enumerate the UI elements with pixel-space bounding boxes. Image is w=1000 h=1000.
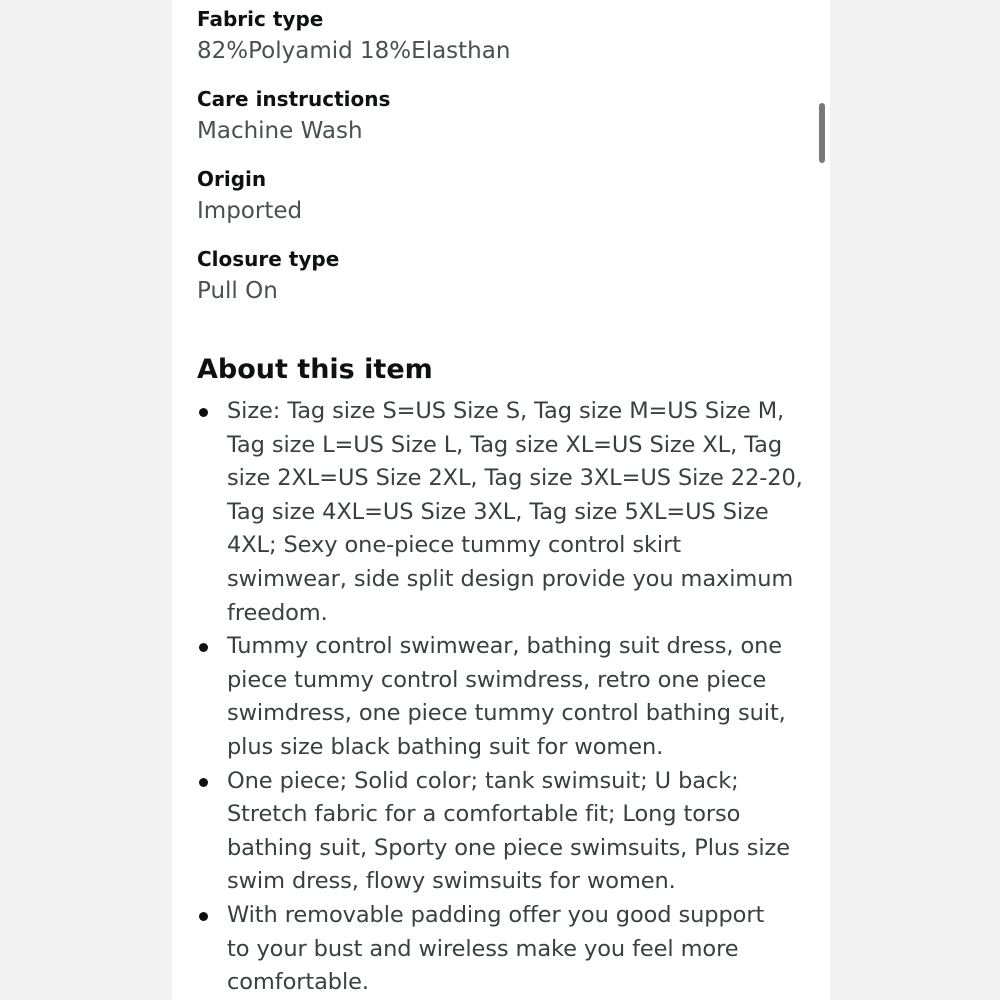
- bullet-line: Size: Tag size S=US Size S, Tag size M=US Size M,: [227, 398, 785, 424]
- bullet-line: to your bust and wireless make you feel more: [227, 935, 739, 962]
- bullet-line: swim dress, flowy swimsuits for women.: [227, 868, 676, 895]
- bullet-line: Tag size 4XL=US Size 3XL, Tag size 5XL=US Size: [227, 498, 769, 525]
- detail-value: Machine Wash: [197, 118, 363, 144]
- detail-label: Closure type: [197, 247, 340, 271]
- detail-value: 82%Polyamid 18%Elasthan: [197, 38, 511, 64]
- bullet-item: [197, 630, 807, 764]
- detail-fabric-type: [197, 4, 797, 84]
- bullet-line: size 2XL=US Size 2XL, Tag size 3XL=US Size 22-20,: [227, 465, 803, 492]
- detail-value: Pull On: [197, 278, 278, 304]
- bullet-dot-icon: [199, 408, 208, 417]
- detail-label: Fabric type: [197, 7, 324, 31]
- about-this-item-heading: About this item: [197, 354, 433, 385]
- bullet-line: freedom.: [227, 599, 328, 626]
- bullet-dot-icon: [199, 912, 208, 921]
- bullet-line: swimwear, side split design provide you maximum: [227, 565, 794, 592]
- bullet-line: swimdress, one piece tummy control bathing suit,: [227, 700, 786, 727]
- bullet-line: 4XL; Sexy one-piece tummy control skirt: [227, 532, 681, 559]
- bullet-item: [197, 765, 807, 899]
- bullet-dot-icon: [199, 643, 208, 652]
- bullet-line: With removable padding offer you good support: [227, 901, 765, 928]
- product-description-panel: [172, 0, 830, 1000]
- product-details-list: [197, 0, 797, 324]
- bullet-line: One piece; Solid color; tank swimsuit; U back;: [227, 767, 739, 794]
- bullet-line: plus size black bathing suit for women.: [227, 733, 664, 760]
- detail-care-instructions: [197, 84, 797, 164]
- about-bullet-list: [197, 395, 807, 1000]
- detail-origin: [197, 164, 797, 244]
- bullet-line: comfortable.: [227, 969, 369, 996]
- detail-label: Origin: [197, 167, 267, 191]
- bullet-line: bathing suit, Sporty one piece swimsuits, Plus size: [227, 834, 790, 861]
- bullet-item: [197, 395, 807, 630]
- detail-closure-type: [197, 244, 797, 324]
- bullet-dot-icon: [199, 778, 208, 787]
- vertical-scrollbar-thumb[interactable]: [819, 103, 825, 163]
- bullet-line: Stretch fabric for a comfortable fit; Long torso: [227, 801, 741, 828]
- detail-label: Care instructions: [197, 87, 391, 111]
- bullet-line: piece tummy control swimdress, retro one piece: [227, 666, 767, 693]
- bullet-line: Tag size L=US Size L, Tag size XL=US Size XL, Tag: [227, 431, 782, 458]
- bullet-item: [197, 899, 807, 1000]
- bullet-line: Tummy control swimwear, bathing suit dress, one: [227, 633, 783, 660]
- detail-value: Imported: [197, 198, 303, 224]
